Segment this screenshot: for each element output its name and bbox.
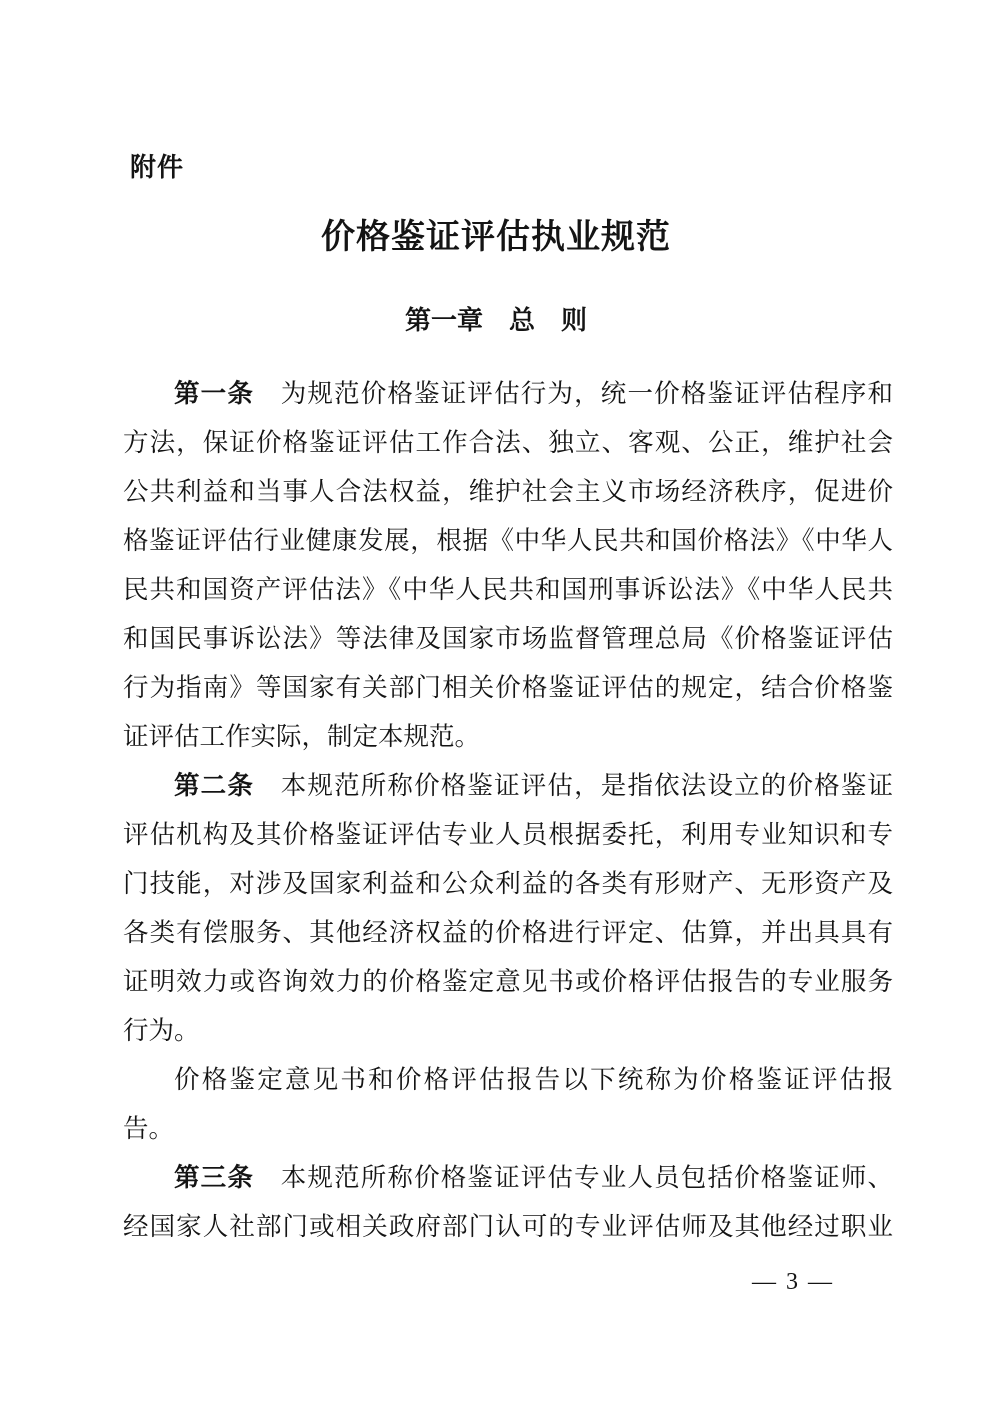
body-line xyxy=(123,1153,893,1202)
article-number-label: 第二条 xyxy=(174,772,255,800)
body-line xyxy=(123,614,893,663)
body-line xyxy=(123,810,893,859)
body-line xyxy=(123,908,893,957)
body-line xyxy=(123,1006,893,1055)
body-line-text: 价格鉴定意见书和价格评估报告以下统称为价格鉴证评估报 xyxy=(174,1065,893,1094)
body-line-text: 各类有偿服务、其他经济权益的价格进行评定、估算，并出具具有 xyxy=(123,918,893,947)
body-line-text: 格鉴证评估行业健康发展，根据《中华人民共和国价格法》《中华人 xyxy=(123,526,893,555)
body-line-text: 本规范所称价格鉴证评估专业人员包括价格鉴证师、 xyxy=(254,1163,893,1192)
attachment-label: 附件 xyxy=(130,152,185,182)
body-line-text: 证明效力或咨询效力的价格鉴定意见书或价格评估报告的专业服务 xyxy=(123,967,893,996)
body-line-text: 评估机构及其价格鉴证评估专业人员根据委托，利用专业知识和专 xyxy=(123,820,893,849)
body-line-text: 公共利益和当事人合法权益，维护社会主义市场经济秩序，促进价 xyxy=(123,477,893,506)
body-line xyxy=(123,761,893,810)
body-line xyxy=(123,1202,893,1251)
page-number: — 3 — xyxy=(752,1269,834,1295)
body-line-text: 和国民事诉讼法》等法律及国家市场监督管理总局《价格鉴证评估 xyxy=(123,624,893,653)
body-line-text: 民共和国资产评估法》《中华人民共和国刑事诉讼法》《中华人民共 xyxy=(123,575,893,604)
body-line-text: 门技能，对涉及国家利益和公众利益的各类有形财产、无形资产及 xyxy=(123,869,893,898)
body-line xyxy=(123,712,893,761)
body-text xyxy=(123,369,893,1251)
body-line xyxy=(123,369,893,418)
article-number-label: 第三条 xyxy=(174,1164,255,1192)
body-line-text: 行为指南》等国家有关部门相关价格鉴证评估的规定，结合价格鉴 xyxy=(123,673,893,702)
body-line xyxy=(123,467,893,516)
article-number-label: 第一条 xyxy=(174,380,255,408)
body-line xyxy=(123,1104,893,1153)
document-title: 价格鉴证评估执业规范 xyxy=(321,219,671,256)
body-line xyxy=(123,1055,893,1104)
body-line xyxy=(123,418,893,467)
body-line-text: 为规范价格鉴证评估行为，统一价格鉴证评估程序和 xyxy=(254,379,893,408)
body-line xyxy=(123,957,893,1006)
body-line-text: 本规范所称价格鉴证评估，是指依法设立的价格鉴证 xyxy=(254,771,893,800)
body-line xyxy=(123,516,893,565)
body-line-text: 方法，保证价格鉴证评估工作合法、独立、客观、公正，维护社会 xyxy=(123,428,893,457)
body-line-text: 证评估工作实际，制定本规范。 xyxy=(123,722,481,751)
body-line xyxy=(123,663,893,712)
body-line xyxy=(123,565,893,614)
body-line xyxy=(123,859,893,908)
body-line-text: 经国家人社部门或相关政府部门认可的专业评估师及其他经过职业 xyxy=(123,1212,893,1241)
chapter-heading: 第一章 总 则 xyxy=(404,305,587,335)
body-line-text: 告。 xyxy=(123,1114,175,1143)
body-line-text: 行为。 xyxy=(123,1016,200,1045)
